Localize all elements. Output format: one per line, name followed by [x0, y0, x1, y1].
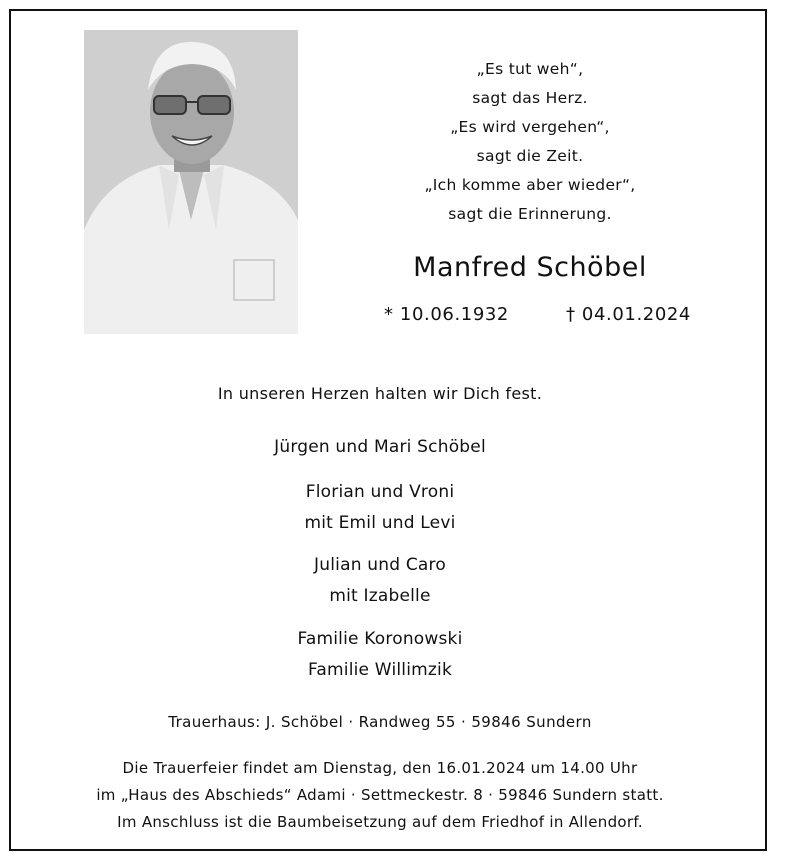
- family-group-1: [0, 432, 760, 463]
- service-details: [0, 755, 760, 836]
- poem-line: sagt die Erinnerung.: [448, 205, 612, 223]
- poem-line: sagt das Herz.: [472, 89, 588, 107]
- mourning-house-address: Trauerhaus: J. Schöbel · Randweg 55 · 59846 Sundern: [168, 713, 592, 731]
- mourner-name: Florian und Vroni: [305, 482, 455, 502]
- family-group-4: [0, 624, 760, 686]
- poem-line: „Es wird vergehen“,: [450, 118, 610, 136]
- service-line: im „Haus des Abschieds“ Adami · Settmeckestr. 8 · 59846 Sundern statt.: [96, 786, 664, 804]
- mourner-name: Familie Koronowski: [297, 629, 463, 649]
- mourner-name: mit Izabelle: [329, 586, 431, 606]
- poem: [370, 55, 690, 229]
- mourner-name: mit Emil und Levi: [304, 513, 456, 533]
- service-line: Im Anschluss ist die Baumbeisetzung auf dem Friedhof in Allendorf.: [117, 813, 643, 831]
- mourner-name: Familie Willimzik: [307, 660, 452, 680]
- birth-date: * 10.06.1932: [384, 304, 509, 325]
- poem-line: „Ich komme aber wieder“,: [424, 176, 636, 194]
- poem-line: „Es tut weh“,: [476, 60, 584, 78]
- family-group-2: [0, 477, 760, 539]
- deceased-name: Manfred Schöbel: [413, 252, 647, 283]
- family-group-3: [0, 550, 760, 612]
- service-line: Die Trauerfeier findet am Dienstag, den 16.01.2024 um 14.00 Uhr: [122, 759, 638, 777]
- mourner-name: Julian und Caro: [314, 555, 446, 575]
- motto: In unseren Herzen halten wir Dich fest.: [217, 384, 543, 403]
- death-date: † 04.01.2024: [566, 304, 691, 325]
- mourner-name: Jürgen und Mari Schöbel: [274, 437, 486, 457]
- portrait-photo: [84, 30, 298, 334]
- poem-line: sagt die Zeit.: [476, 147, 584, 165]
